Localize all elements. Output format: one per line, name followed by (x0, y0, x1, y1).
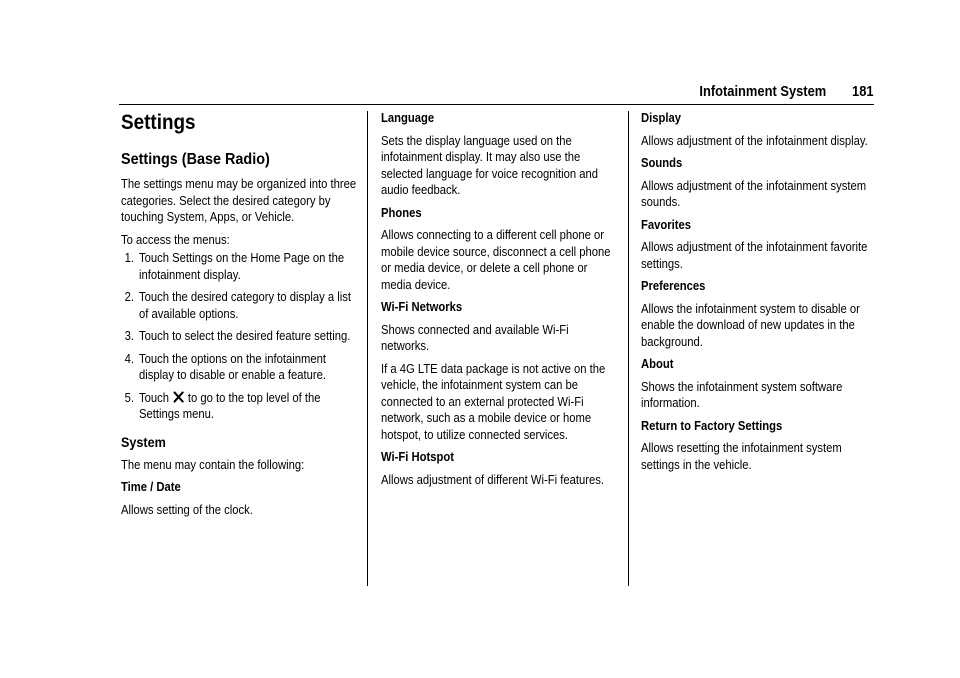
page-number: 181 (852, 83, 874, 100)
term-description: Sets the display language used on the infotainment display. It may also use the selected language for voice recognition and audio feedback. (381, 133, 599, 197)
system-heading: System (121, 433, 166, 450)
list-item (121, 351, 357, 384)
term-description: If a 4G LTE data package is not active on the vehicle, the infotainment system can be connected to an external protected Wi-Fi network, such as a mobile device or home hotspot, to utilize connected services. (381, 361, 606, 442)
page-header (700, 83, 874, 100)
term-label: Language (381, 111, 435, 125)
step-text: Touch the desired category to display a list of available options. (139, 290, 351, 321)
term-label: About (641, 357, 674, 371)
term-description: Allows adjustment of the infotainment favorite settings. (641, 240, 868, 271)
term-description: Allows setting of the clock. (121, 502, 253, 517)
term-description: Allows adjustment of the infotainment display. (641, 133, 868, 148)
header-divider (119, 104, 874, 105)
column-3 (641, 110, 877, 479)
term-description: Allows the infotainment system to disable or enable the download of new updates in the background. (641, 301, 860, 349)
column-1 (121, 110, 357, 524)
step-text-post: to go to the top level of the Settings menu. (139, 390, 321, 421)
column-divider (628, 111, 629, 586)
list-item (121, 328, 357, 345)
section-title: Infotainment System (699, 83, 827, 100)
step-number: 5. (124, 390, 134, 405)
term-description: Allows adjustment of the infotainment system sounds. (641, 178, 867, 209)
step-number: 3. (124, 329, 134, 343)
step-text-pre: Touch (139, 390, 173, 405)
step-text: Touch Settings on the Home Page on the infotainment display. (139, 251, 345, 282)
list-item (121, 250, 357, 283)
term-label: Wi-Fi Hotspot (381, 450, 455, 464)
list-item (121, 289, 357, 322)
column-divider (367, 111, 368, 586)
steps-list (121, 250, 357, 423)
term-description: Allows connecting to a different cell phone or mobile device source, disconnect a cell phone or media device, or delete a cell phone or media device. (381, 228, 611, 292)
term-label: Display (641, 111, 682, 125)
term-label: Return to Factory Settings (641, 418, 783, 433)
column-2 (381, 110, 617, 494)
step-text: Touch the options on the infotainment display to disable or enable a feature. (139, 351, 327, 382)
term-description: Allows adjustment of different Wi-Fi features. (381, 472, 605, 487)
intro-paragraph: The settings menu may be organized into three categories. Select the desired category by touching System, Apps, or Vehicle. (121, 177, 357, 224)
step-number: 1. (124, 251, 134, 265)
term-description: Allows resetting the infotainment system settings in the vehicle. (641, 441, 842, 472)
term-description: Shows connected and available Wi-Fi networks. (381, 322, 569, 353)
term-description: Shows the infotainment system software information. (641, 379, 843, 410)
term-label: Wi-Fi Networks (381, 300, 463, 314)
page-title: Settings (121, 111, 196, 134)
list-item (121, 390, 357, 423)
step-number: 4. (124, 351, 134, 366)
close-x-icon (173, 390, 184, 404)
term-label: Favorites (641, 217, 692, 232)
section-heading: Settings (Base Radio) (121, 151, 270, 168)
term-label: Phones (381, 205, 422, 220)
access-paragraph: To access the menus: (121, 232, 230, 247)
term-label: Sounds (641, 156, 683, 170)
term-label: Preferences (641, 279, 706, 293)
system-intro: The menu may contain the following: (121, 457, 305, 472)
term-label: Time / Date (121, 480, 181, 494)
step-text: Touch to select the desired feature setting. (139, 329, 351, 343)
step-number: 2. (124, 290, 134, 304)
